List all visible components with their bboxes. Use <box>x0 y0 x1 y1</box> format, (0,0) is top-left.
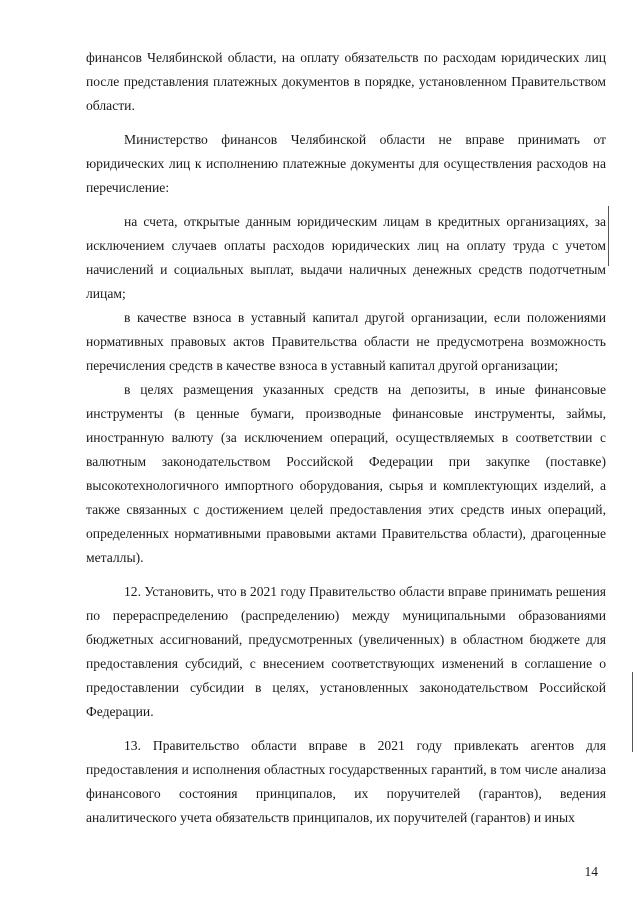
document-body <box>86 46 606 830</box>
paragraph-3: на счета, открытые данным юридическим лицам в кредитных организациях, за исключением случаев оплаты расходов юридических лиц на оплату труда с учетом начислений и социальных выплат, выдачи наличных денежных средств подотчетным лицам; <box>86 214 606 301</box>
page-number: 14 <box>584 864 598 879</box>
paragraph-4: в качестве взноса в уставный капитал другой организации, если положениями нормативных правовых актов Правительства области не предусмотрена возможность перечисления средств в качестве взноса в уставный капитал другой организации; <box>86 310 606 373</box>
scan-margin-line <box>632 672 633 752</box>
scan-margin-line <box>608 206 609 266</box>
paragraph-1: финансов Челябинской области, на оплату обязательств по расходам юридических лиц после представления платежных документов в порядке, установленном Правительством области. <box>86 50 606 113</box>
paragraph-6: 12. Установить, что в 2021 году Правительство области вправе принимать решения по перераспределению (распределению) между муниципальными образованиями бюджетных ассигнований, предусмотренных (увеличенных) в областном бюджете для предоставления субсидий, с внесением соответствующих изменений в соглашение о предоставлении субсидии в целях, установленных законодательством Российской Федерации. <box>86 584 606 719</box>
paragraph-5: в целях размещения указанных средств на депозиты, в иные финансовые инструменты (в ценные бумаги, производные финансовые инструменты, займы, иностранную валюту (за исключением операций, осуществляемых в соответствии с валютным законодательством Российской Федерации при закупке (поставке) высокотехнологичного импортного оборудования, сырья и комплектующих изделий, а также связанных с достижением целей предоставления этих средств иных операций, определенных нормативными правовыми актами Правительства области), драгоценные металлы). <box>86 382 606 565</box>
paragraph-7: 13. Правительство области вправе в 2021 году привлекать агентов для предоставления и исполнения областных государственных гарантий, в том числе анализа финансового состояния принципалов, их поручителей (гарантов), ведения аналитического учета обязательств принципалов, их поручителей (гарантов) и иных <box>86 738 606 825</box>
paragraph-2: Министерство финансов Челябинской области не вправе принимать от юридических лиц к исполнению платежные документы для осуществления расходов на перечисление: <box>86 132 606 195</box>
